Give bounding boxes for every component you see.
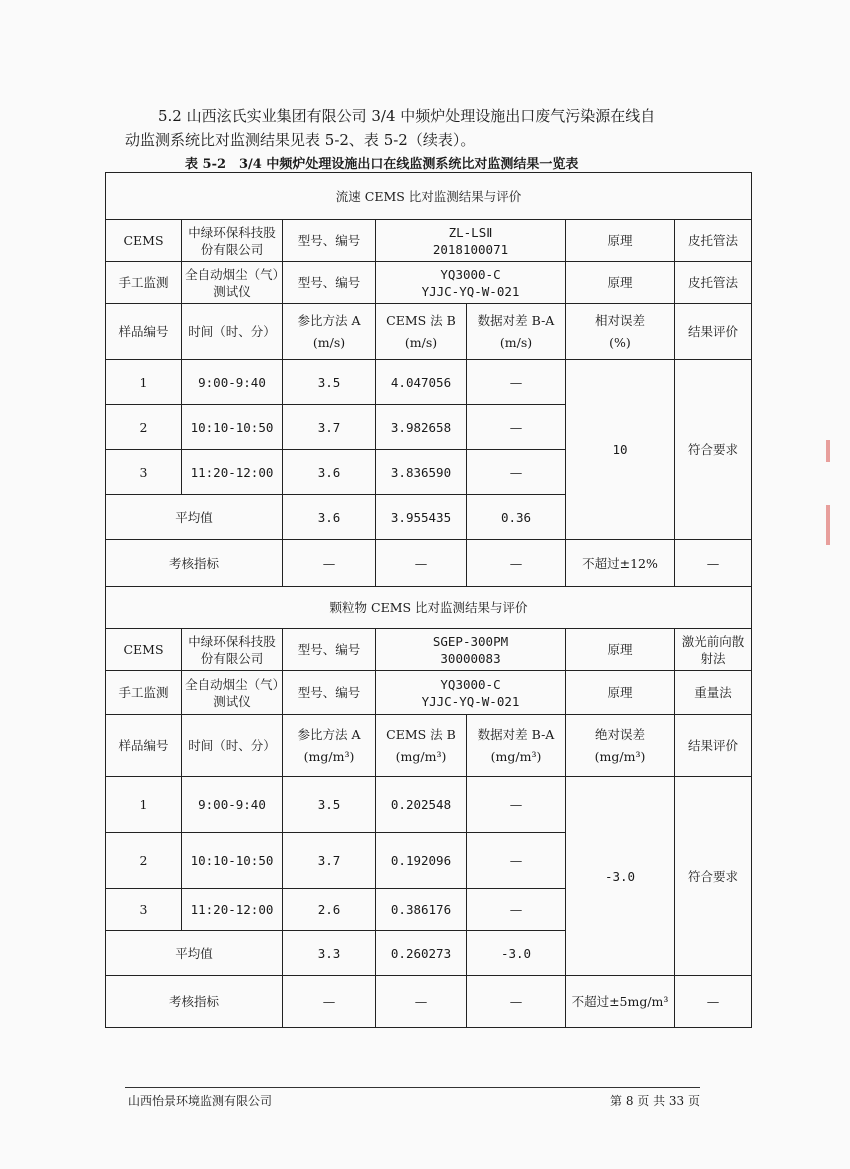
flow-header-eval: 结果评价: [675, 304, 752, 360]
particle-row-2-d: —: [467, 833, 566, 889]
flow-row-3-time: 11:20-12:00: [182, 450, 283, 495]
flow-row-1-a: 3.5: [283, 360, 376, 405]
intro-line-2: 动监测系统比对监测结果见表 5-2、表 5-2（续表）。: [125, 131, 476, 149]
flow-cems-label: CEMS: [106, 220, 182, 262]
flow-assess-eval: —: [675, 540, 752, 587]
particle-row-2-time: 10:10-10:50: [182, 833, 283, 889]
particle-row-2-b: 0.192096: [376, 833, 467, 889]
flow-manual-principle-label: 原理: [566, 262, 675, 304]
flow-row-3-no: 3: [106, 450, 182, 495]
particle-header-time: 时间（时、分）: [182, 715, 283, 777]
flow-manual-model-label: 型号、编号: [283, 262, 376, 304]
particle-cems-model-label: 型号、编号: [283, 629, 376, 671]
flow-cems-model: ZL-LSⅡ 2018100071: [376, 220, 566, 262]
flow-row-1-no: 1: [106, 360, 182, 405]
flow-row-3-a: 3.6: [283, 450, 376, 495]
particle-avg-d: -3.0: [467, 931, 566, 976]
particle-assess-d: —: [467, 976, 566, 1028]
flow-avg-label: 平均值: [106, 495, 283, 540]
particle-cems-model: SGEP-300PM 30000083: [376, 629, 566, 671]
flow-row-1-b: 4.047056: [376, 360, 467, 405]
particle-header-sample: 样品编号: [106, 715, 182, 777]
flow-assess-b: —: [376, 540, 467, 587]
particle-avg-label: 平均值: [106, 931, 283, 976]
flow-assess-d: —: [467, 540, 566, 587]
particle-assess-label: 考核指标: [106, 976, 283, 1028]
table-row: [106, 976, 752, 1028]
flow-header-sample: 样品编号: [106, 304, 182, 360]
particle-header-cems: CEMS 法 B (mg/m³): [376, 715, 467, 777]
particle-row-1-b: 0.202548: [376, 777, 467, 833]
particle-avg-b: 0.260273: [376, 931, 467, 976]
flow-avg-d: 0.36: [467, 495, 566, 540]
particle-assess-b: —: [376, 976, 467, 1028]
flow-header-diff: 数据对差 B-A (m/s): [467, 304, 566, 360]
particle-cems-maker: 中绿环保科技股份有限公司: [182, 629, 283, 671]
flow-assess-limit: 不超过±12%: [566, 540, 675, 587]
flow-section-title: 流速 CEMS 比对监测结果与评价: [106, 173, 752, 220]
flow-manual-model: YQ3000-C YJJC-YQ-W-021: [376, 262, 566, 304]
particle-row-2-no: 2: [106, 833, 182, 889]
particle-row-1-d: —: [467, 777, 566, 833]
seal-edge-mark: [826, 505, 830, 545]
flow-avg-b: 3.955435: [376, 495, 467, 540]
flow-manual-principle: 皮托管法: [675, 262, 752, 304]
table-row: [106, 360, 752, 405]
intro-paragraph: [125, 104, 725, 152]
seal-edge-mark: [826, 440, 830, 462]
flow-avg-a: 3.6: [283, 495, 376, 540]
flow-row-2-time: 10:10-10:50: [182, 405, 283, 450]
flow-row-2-a: 3.7: [283, 405, 376, 450]
flow-assess-a: —: [283, 540, 376, 587]
footer-organization: 山西怡景环境监测有限公司: [128, 1094, 273, 1108]
flow-header-time: 时间（时、分）: [182, 304, 283, 360]
particle-cems-principle: 激光前向散射法: [675, 629, 752, 671]
particle-manual-label: 手工监测: [106, 671, 182, 715]
flow-relative-error: 10: [566, 360, 675, 540]
particle-cems-principle-label: 原理: [566, 629, 675, 671]
particle-row-1-no: 1: [106, 777, 182, 833]
flow-header-ref: 参比方法 A (m/s): [283, 304, 376, 360]
flow-row-2-no: 2: [106, 405, 182, 450]
flow-cems-principle-label: 原理: [566, 220, 675, 262]
particle-row-3-time: 11:20-12:00: [182, 889, 283, 931]
flow-row-1-d: —: [467, 360, 566, 405]
flow-cems-model-label: 型号、编号: [283, 220, 376, 262]
particle-manual-maker: 全自动烟尘（气）测试仪: [182, 671, 283, 715]
particle-header-eval: 结果评价: [675, 715, 752, 777]
particle-avg-a: 3.3: [283, 931, 376, 976]
particle-section-title: 颗粒物 CEMS 比对监测结果与评价: [106, 587, 752, 629]
footer-page-number: 第 8 页 共 33 页: [610, 1094, 700, 1108]
page-footer: [125, 1087, 700, 1108]
particle-evaluation: 符合要求: [675, 777, 752, 976]
comparison-table: [105, 172, 752, 1028]
particle-manual-principle-label: 原理: [566, 671, 675, 715]
flow-row-3-b: 3.836590: [376, 450, 467, 495]
flow-evaluation: 符合要求: [675, 360, 752, 540]
particle-row-3-d: —: [467, 889, 566, 931]
flow-header-cems: CEMS 法 B (m/s): [376, 304, 467, 360]
particle-row-2-a: 3.7: [283, 833, 376, 889]
flow-cems-principle: 皮托管法: [675, 220, 752, 262]
flow-row-2-d: —: [467, 405, 566, 450]
flow-row-3-d: —: [467, 450, 566, 495]
table-row: [106, 540, 752, 587]
particle-row-3-no: 3: [106, 889, 182, 931]
particle-manual-model-label: 型号、编号: [283, 671, 376, 715]
particle-row-3-a: 2.6: [283, 889, 376, 931]
flow-header-err: 相对误差 (%): [566, 304, 675, 360]
table-row: [106, 777, 752, 833]
intro-line-1: 5.2 山西泫氏实业集团有限公司 3/4 中频炉处理设施出口废气污染源在线自: [158, 107, 656, 125]
flow-manual-label: 手工监测: [106, 262, 182, 304]
particle-manual-principle: 重量法: [675, 671, 752, 715]
particle-row-1-a: 3.5: [283, 777, 376, 833]
particle-assess-limit: 不超过±5mg/m³: [566, 976, 675, 1028]
particle-header-err: 绝对误差 (mg/m³): [566, 715, 675, 777]
table-caption: 表 5-2 3/4 中频炉处理设施出口在线监测系统比对监测结果一览表: [185, 157, 579, 172]
particle-assess-a: —: [283, 976, 376, 1028]
flow-row-2-b: 3.982658: [376, 405, 467, 450]
particle-header-diff: 数据对差 B-A (mg/m³): [467, 715, 566, 777]
particle-row-1-time: 9:00-9:40: [182, 777, 283, 833]
particle-cems-label: CEMS: [106, 629, 182, 671]
flow-cems-maker: 中绿环保科技股份有限公司: [182, 220, 283, 262]
particle-manual-model: YQ3000-C YJJC-YQ-W-021: [376, 671, 566, 715]
flow-manual-maker: 全自动烟尘（气）测试仪: [182, 262, 283, 304]
flow-assess-label: 考核指标: [106, 540, 283, 587]
particle-assess-eval: —: [675, 976, 752, 1028]
particle-header-ref: 参比方法 A (mg/m³): [283, 715, 376, 777]
particle-row-3-b: 0.386176: [376, 889, 467, 931]
particle-absolute-error: -3.0: [566, 777, 675, 976]
flow-row-1-time: 9:00-9:40: [182, 360, 283, 405]
